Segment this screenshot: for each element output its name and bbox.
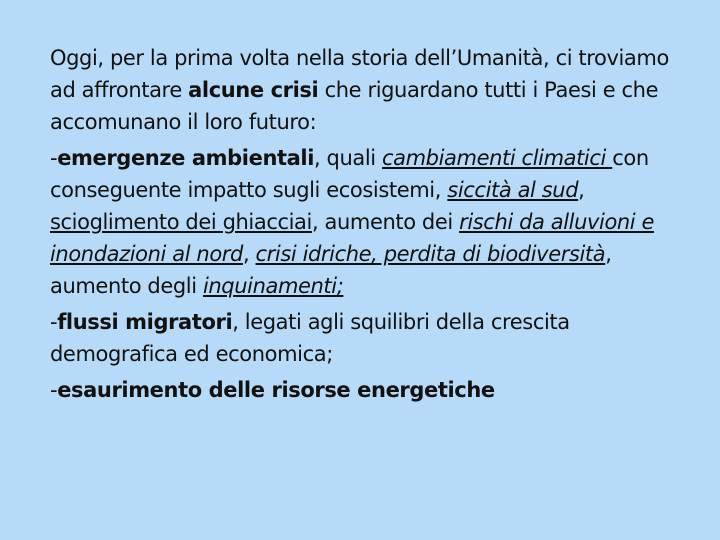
text-run: , quali — [314, 146, 383, 170]
text-run: , aumento degli — [50, 242, 612, 298]
underlined-phrase: scioglimento dei ghiacciai — [50, 210, 312, 234]
paragraph-intro — [50, 42, 700, 138]
text-run: , — [578, 178, 585, 202]
paragraph-energy-resources — [50, 374, 700, 406]
emphasis-phrase: crisi idriche, perdita di biodiversità — [255, 242, 606, 266]
emphasis-phrase: inquinamenti; — [202, 274, 344, 298]
text-run: con conseguente impatto sugli ecosistemi, — [50, 146, 649, 202]
emphasis-phrase: rischi da alluvioni e inondazioni al nord — [50, 210, 655, 266]
dash: - — [50, 146, 58, 170]
emphasis-phrase: cambiamenti climatici — [382, 146, 613, 170]
bold-phrase: emergenze ambientali — [57, 146, 314, 170]
text-run: che riguardano tutti i Paesi e che accomunano il loro futuro: — [50, 78, 659, 134]
bold-phrase: alcune crisi — [188, 78, 319, 102]
emphasis-phrase: siccità al sud — [447, 178, 579, 202]
slide-text-block — [50, 42, 700, 410]
dash: - — [50, 310, 58, 334]
dash: - — [50, 378, 58, 402]
text-run: Oggi, per la prima volta nella storia dell’Umanità, ci troviamo ad affrontare — [50, 46, 669, 102]
text-run: , — [242, 242, 256, 266]
bold-phrase: flussi migratori — [57, 310, 233, 334]
text-run: , aumento dei — [311, 210, 460, 234]
bold-phrase: esaurimento delle risorse energetiche — [57, 378, 495, 402]
paragraph-migration-flows — [50, 306, 700, 370]
text-run: , legati agli squilibri della crescita demografica ed economica; — [50, 310, 570, 366]
paragraph-environmental-emergencies — [50, 142, 700, 302]
